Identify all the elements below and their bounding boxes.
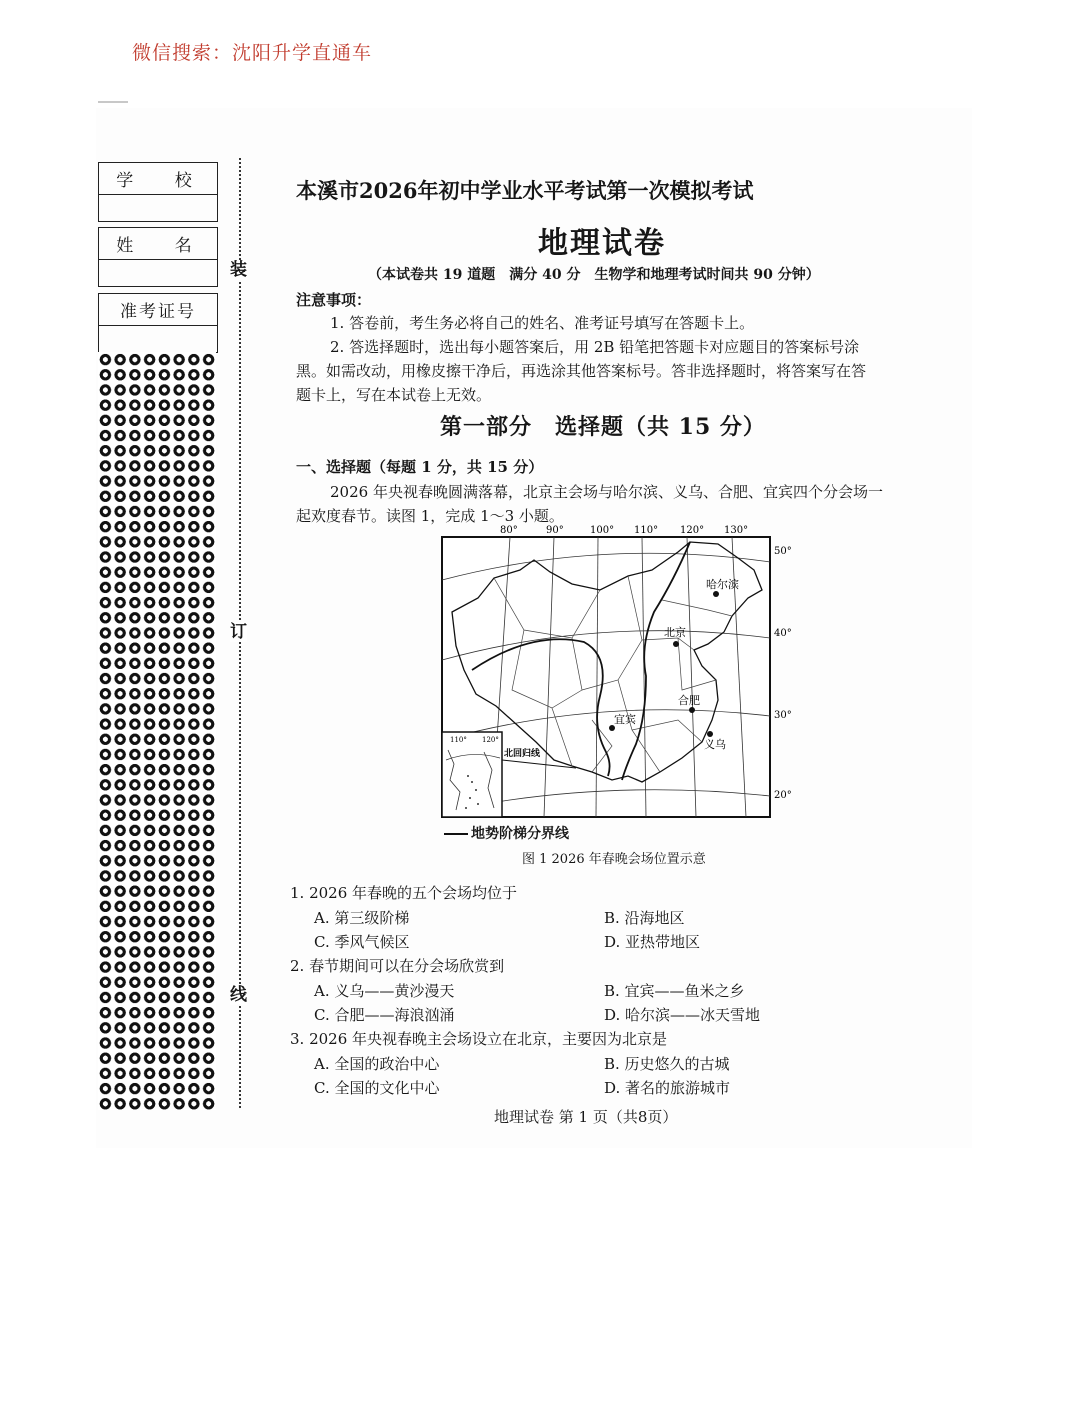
city-label-hefei: 合肥 <box>678 694 700 707</box>
binding-char-ding: 订 <box>230 622 247 642</box>
watermark-text: 微信搜索：沈阳升学直通车 <box>132 42 373 64</box>
china-map <box>432 520 802 845</box>
city-dot-yiwu <box>707 731 713 737</box>
tropic-label: 北回归线 <box>504 749 541 759</box>
city-label-harbin: 哈尔滨 <box>706 578 739 591</box>
part1-title: 第一部分 选择题（共 15 分） <box>440 414 766 440</box>
city-label-beijing: 北京 <box>664 626 686 639</box>
city-label-yibin: 宜宾 <box>614 713 636 726</box>
notice-heading: 注意事项： <box>296 291 372 309</box>
legend-line-swatch <box>444 833 468 835</box>
choice-heading: 一、选择题（每题 1 分，共 15 分） <box>296 458 544 476</box>
question-3-option-b: B. 历史悠久的古城 <box>604 1055 730 1073</box>
city-label-yiwu: 义乌 <box>704 738 726 751</box>
question-3-option-c: C. 全国的文化中心 <box>314 1079 440 1097</box>
question-2-option-b: B. 宜宾——鱼米之乡 <box>604 982 745 1000</box>
name-field <box>98 227 218 287</box>
question-1-option-c: C. 季风气候区 <box>314 933 410 951</box>
name-blank <box>99 260 217 286</box>
notice-item-2-end: 题卡上，写在本试卷上无效。 <box>296 386 492 404</box>
intro-text: 2026 年央视春晚圆满落幕，北京主会场与哈尔滨、义乌、合肥、宜宾四个分会场一 <box>330 483 883 501</box>
south-china-sea-inset <box>442 732 502 817</box>
exam-title: 本溪市2026年初中学业水平考试第一次模拟考试 <box>296 178 754 203</box>
school-field <box>98 162 218 222</box>
scan-artifact <box>98 101 128 103</box>
lat-label: 40° <box>774 628 792 639</box>
lon-label: 80° <box>500 525 518 536</box>
question-3-option-a: A. 全国的政治中心 <box>314 1055 440 1073</box>
question-1-option-d: D. 亚热带地区 <box>604 933 701 951</box>
exam-info: （本试卷共 19 道题 满分 40 分 生物学和地理考试时间共 90 分钟） <box>368 267 820 283</box>
question-1-option-a: A. 第三级阶梯 <box>314 909 410 927</box>
question-2-stem: 2. 春节期间可以在分会场欣赏到 <box>290 957 505 975</box>
binding-char-zhuang: 装 <box>230 260 247 280</box>
figure-caption: 图 1 2026 年春晚会场位置示意 <box>522 852 706 867</box>
notice-item-1: 1. 答卷前，考生务必将自己的姓名、准考证号填写在答题卡上。 <box>330 314 755 332</box>
name-label: 姓 名 <box>99 228 217 260</box>
question-3-stem: 3. 2026 年央视春晚主会场设立在北京，主要因为北京是 <box>290 1030 668 1048</box>
lon-label: 110° <box>634 525 659 536</box>
city-dot-hefei <box>689 707 695 713</box>
question-2-option-c: C. 合肥——海浪汹涌 <box>314 1006 455 1024</box>
map-legend <box>444 823 569 843</box>
legend-label: 地势阶梯分界线 <box>471 826 569 842</box>
ticket-blank <box>99 326 217 352</box>
intro-text-cont: 起欢度春节。读图 1，完成 1～3 小题。 <box>296 507 564 525</box>
lat-label: 20° <box>774 790 792 801</box>
ticket-field <box>98 293 218 353</box>
inset-lon-label: 120° <box>482 736 499 744</box>
question-3-option-d: D. 著名的旅游城市 <box>604 1079 731 1097</box>
binding-char-xian: 线 <box>230 985 247 1005</box>
lon-label: 90° <box>546 525 564 536</box>
page-footer: 地理试卷 第 1 页（共8页） <box>494 1108 678 1126</box>
lon-label: 100° <box>590 525 615 536</box>
question-2-option-d: D. 哈尔滨——冰天雪地 <box>604 1006 761 1024</box>
notice-item-2: 2. 答选择题时，选出每小题答案后，用 2B 铅笔把答题卡对应题目的答案标号涂 <box>330 338 860 356</box>
school-label: 学 校 <box>99 163 217 195</box>
question-2-option-a: A. 义乌——黄沙漫天 <box>314 982 455 1000</box>
lon-label: 120° <box>680 525 705 536</box>
lat-label: 30° <box>774 710 792 721</box>
question-1-option-b: B. 沿海地区 <box>604 909 685 927</box>
question-1-stem: 1. 2026 年春晚的五个会场均位于 <box>290 884 518 902</box>
subject-title: 地理试卷 <box>538 226 666 261</box>
lon-label: 130° <box>724 525 749 536</box>
security-pattern <box>98 352 216 1110</box>
city-dot-harbin <box>713 591 719 597</box>
school-blank <box>99 195 217 221</box>
notice-item-2-cont: 黑。如需改动，用橡皮擦干净后，再选涂其他答案标号。答非选择题时，将答案写在答 <box>296 362 867 380</box>
china-map-figure <box>432 520 802 845</box>
ticket-label: 准考证号 <box>99 294 217 326</box>
lat-label: 50° <box>774 546 792 557</box>
city-dot-beijing <box>673 641 679 647</box>
inset-lon-label: 110° <box>450 736 467 744</box>
